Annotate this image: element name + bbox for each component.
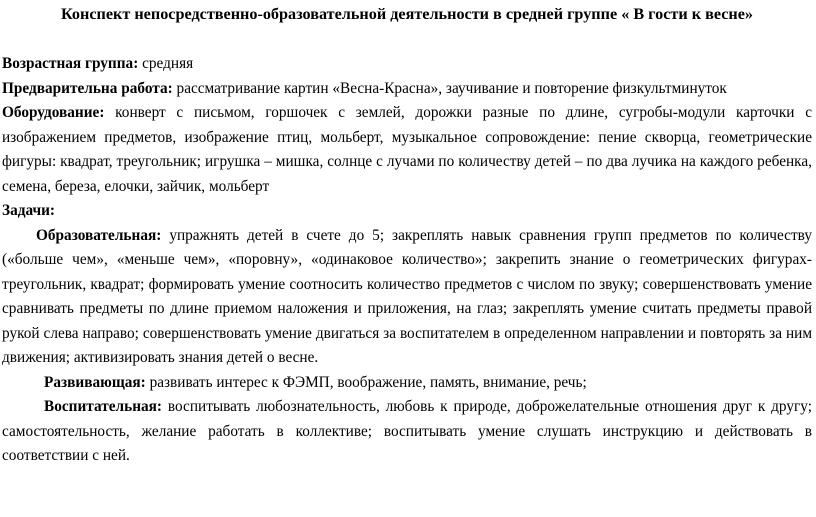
equipment-paragraph [2,101,812,199]
upbringing-task-paragraph [2,395,812,469]
preliminary-work-line [2,77,812,102]
preliminary-work-label: Предварительна работа: [2,79,173,97]
age-group-value: средняя [138,55,194,72]
upbringing-task-label: Воспитательная: [44,398,163,415]
educational-task-paragraph [2,224,812,371]
age-group-line [2,52,812,77]
tasks-heading-line [2,199,812,224]
preliminary-work-value: рассматривание картин «Весна-Красна», заучивание и повторение физкультминуток [172,79,727,97]
educational-task-value: упражнять детей в счете до 5; закреплять навык сравнения групп предметов по количеству («больше чем», «меньше чем», «поровну», «одинаковое количество»; закрепить знание о геометрических фигурах- треугольник, квадрат; формировать умение соотносить количество предметов с числом по звуку; совершенствовать умение сравнивать предметы по длине приемом наложения и приложения, на глаз; закреплять умение считать предметы правой рукой слева направо; совершенствовать умение двигаться за воспитателем в определенном направлении и повторять за ним движения; активизировать знания детей о весне. [2,226,812,366]
spacer [2,24,812,52]
age-group-label: Возрастная группа: [2,55,139,72]
upbringing-task-value: воспитывать любознательность, любовь к природе, доброжелательные отношения друг к другу; самостоятельность, желание работать в коллективе; воспитывать умение слушать инструкцию и действовать в соответствии с ней. [2,398,812,464]
educational-task-label: Образовательная: [36,226,162,244]
equipment-label: Оборудование: [2,104,105,121]
tasks-heading: Задачи: [2,202,56,219]
developing-task-value: развивать интерес к ФЭМП, воображение, память, внимание, речь; [145,373,587,391]
equipment-value: конверт с письмом, горшочек с землей, дорожки разные по длине, сугробы-модули карточки с изображением предметов, изображение птиц, мольберт, музыкальное сопровождение: пение скворца, геометрические фигуры: квадрат, треугольник; игрушка – мишка, солнце с лучами по количеству детей – по два лучика на каждого ребенка, семена, береза, елочки, зайчик, мольберт [2,104,812,195]
developing-task-label: Развивающая: [44,373,146,391]
developing-task-paragraph [2,371,812,396]
page-title: Конспект непосредственно-образовательной деятельности в средней группе « В гости к весне» [60,5,754,23]
